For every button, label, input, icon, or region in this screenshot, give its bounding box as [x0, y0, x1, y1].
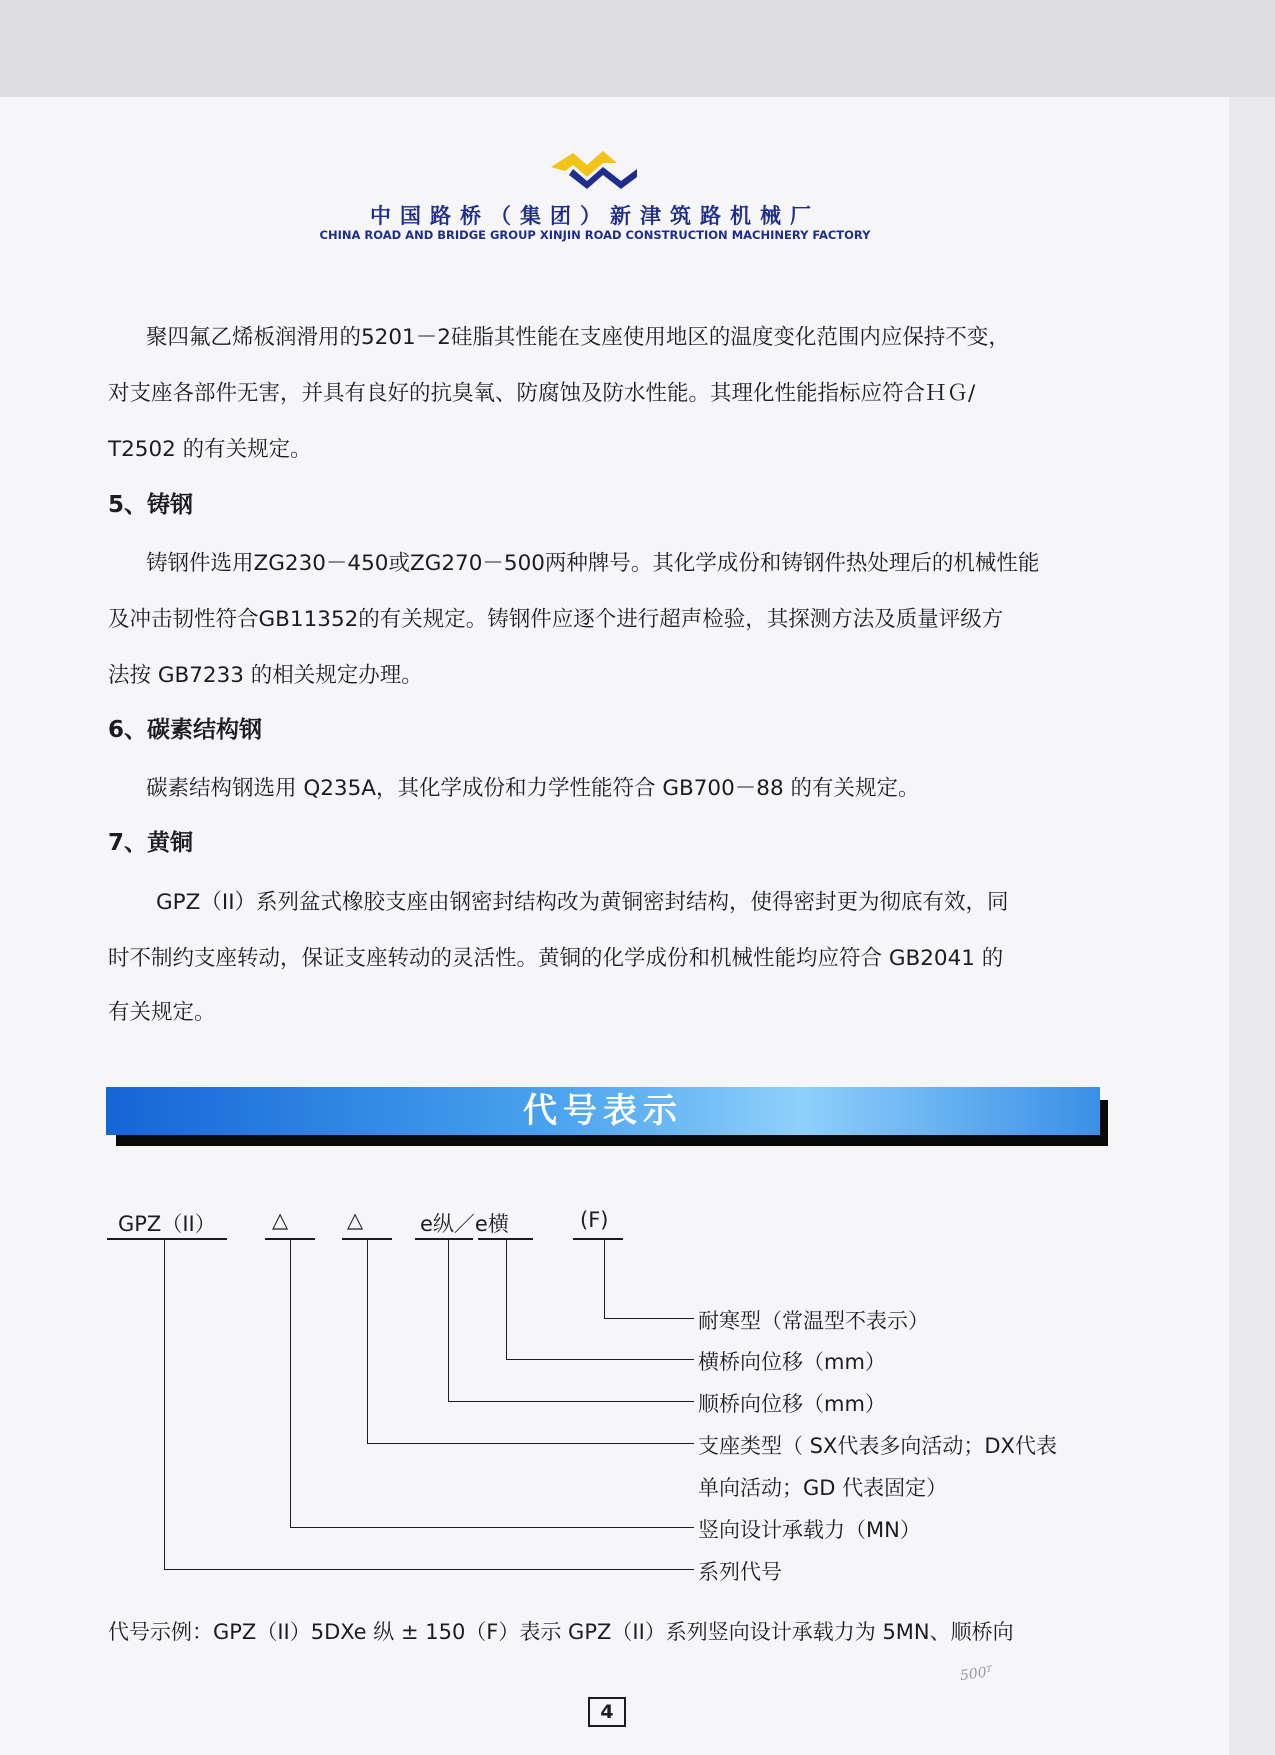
code-desc-transverse-displacement: 横桥向位移（mm） — [698, 1350, 886, 1374]
section-6-line-1: 碳素结构钢选用 Q235A，其化学成份和力学性能符合 GB700－88 的有关规定。 — [146, 776, 920, 801]
section-7-heading: 7、黄铜 — [108, 830, 194, 856]
code-underline-e-longitudinal — [415, 1238, 473, 1240]
handwritten-note: 500ᵀ — [959, 1663, 994, 1685]
code-desc-longitudinal-displacement: 顺桥向位移（mm） — [698, 1392, 886, 1416]
banner-title: 代号表示 — [523, 1091, 683, 1131]
code-desc-cold-resistant: 耐寒型（常温型不表示） — [698, 1309, 929, 1333]
code-label-series: GPZ（II） — [118, 1212, 216, 1236]
code-desc-vertical-load: 竖向设计承载力（MN） — [698, 1518, 921, 1542]
section-7-line-1: GPZ（II）系列盆式橡胶支座由钢密封结构改为黄铜密封结构，使得密封更为彻底有效，同 — [156, 890, 1009, 915]
leader-vertical-load — [290, 1240, 291, 1527]
company-name-en: CHINA ROAD AND BRIDGE GROUP XINJIN ROAD CONSTRUCTION MACHINERY FACTORY — [319, 228, 871, 242]
leader-horizontal-type — [367, 1443, 694, 1444]
code-desc-bearing-type-cont: 单向活动；GD 代表固定） — [698, 1476, 948, 1500]
leader-horizontal-series — [164, 1569, 694, 1570]
section-5-line-1: 铸钢件选用ZG230－450或ZG270－500两种牌号。其化学成份和铸钢件热处理后的机械性能 — [146, 551, 1040, 576]
code-desc-bearing-type: 支座类型（ SX代表多向活动；DX代表 — [698, 1434, 1057, 1458]
section-6-heading: 6、碳素结构钢 — [108, 717, 263, 743]
leader-horizontal-cold — [604, 1318, 694, 1319]
code-underline-cold — [573, 1238, 623, 1240]
section-7-line-2: 时不制约支座转动，保证支座转动的灵活性。黄铜的化学成份和机械性能均应符合 GB2041 的 — [108, 946, 1004, 971]
leader-vertical-transverse — [506, 1240, 507, 1359]
code-label-type: △ — [347, 1208, 364, 1232]
leader-vertical-longitudinal — [448, 1240, 449, 1401]
scan-border-top — [0, 0, 1275, 97]
leader-horizontal-transverse — [506, 1359, 694, 1360]
section-5-line-3: 法按 GB7233 的相关规定办理。 — [108, 663, 423, 688]
code-underline-series — [107, 1238, 227, 1240]
section-banner — [106, 1087, 1100, 1135]
leader-vertical-type — [367, 1240, 368, 1443]
code-example: 代号示例：GPZ（II）5DXe 纵 ± 150（F）表示 GPZ（II）系列竖向设计承载力为 5MN、顺桥向 — [108, 1620, 1014, 1644]
code-label-load: △ — [272, 1208, 289, 1232]
page-number: 4 — [588, 1697, 626, 1727]
section-5-heading: 5、铸钢 — [108, 492, 194, 518]
intro-line-1: 聚四氟乙烯板润滑用的5201－2硅脂其性能在支座使用地区的温度变化范围内应保持不变， — [146, 325, 1010, 350]
code-desc-series-code: 系列代号 — [698, 1560, 782, 1584]
leader-horizontal-longitudinal — [448, 1401, 694, 1402]
code-label-displacement: e纵／e横 — [420, 1212, 509, 1236]
leader-vertical-series — [164, 1240, 165, 1569]
code-label-cold: (F) — [580, 1208, 609, 1232]
company-name-cn: 中国路桥（集团）新津筑路机械厂 — [370, 204, 820, 228]
section-7-line-3: 有关规定。 — [108, 1000, 216, 1025]
section-5-line-2: 及冲击韧性符合GB11352的有关规定。铸钢件应逐个进行超声检验，其探测方法及质量评级方 — [108, 607, 1004, 632]
intro-line-3: T2502 的有关规定。 — [108, 437, 312, 462]
leader-vertical-cold — [604, 1240, 605, 1318]
leader-horizontal-load — [290, 1527, 694, 1528]
intro-line-2: 对支座各部件无害，并具有良好的抗臭氧、防腐蚀及防水性能。其理化性能指标应符合ＨＧ/ — [108, 381, 976, 406]
scan-border-right — [1229, 97, 1275, 1755]
company-logo-icon — [551, 145, 637, 195]
